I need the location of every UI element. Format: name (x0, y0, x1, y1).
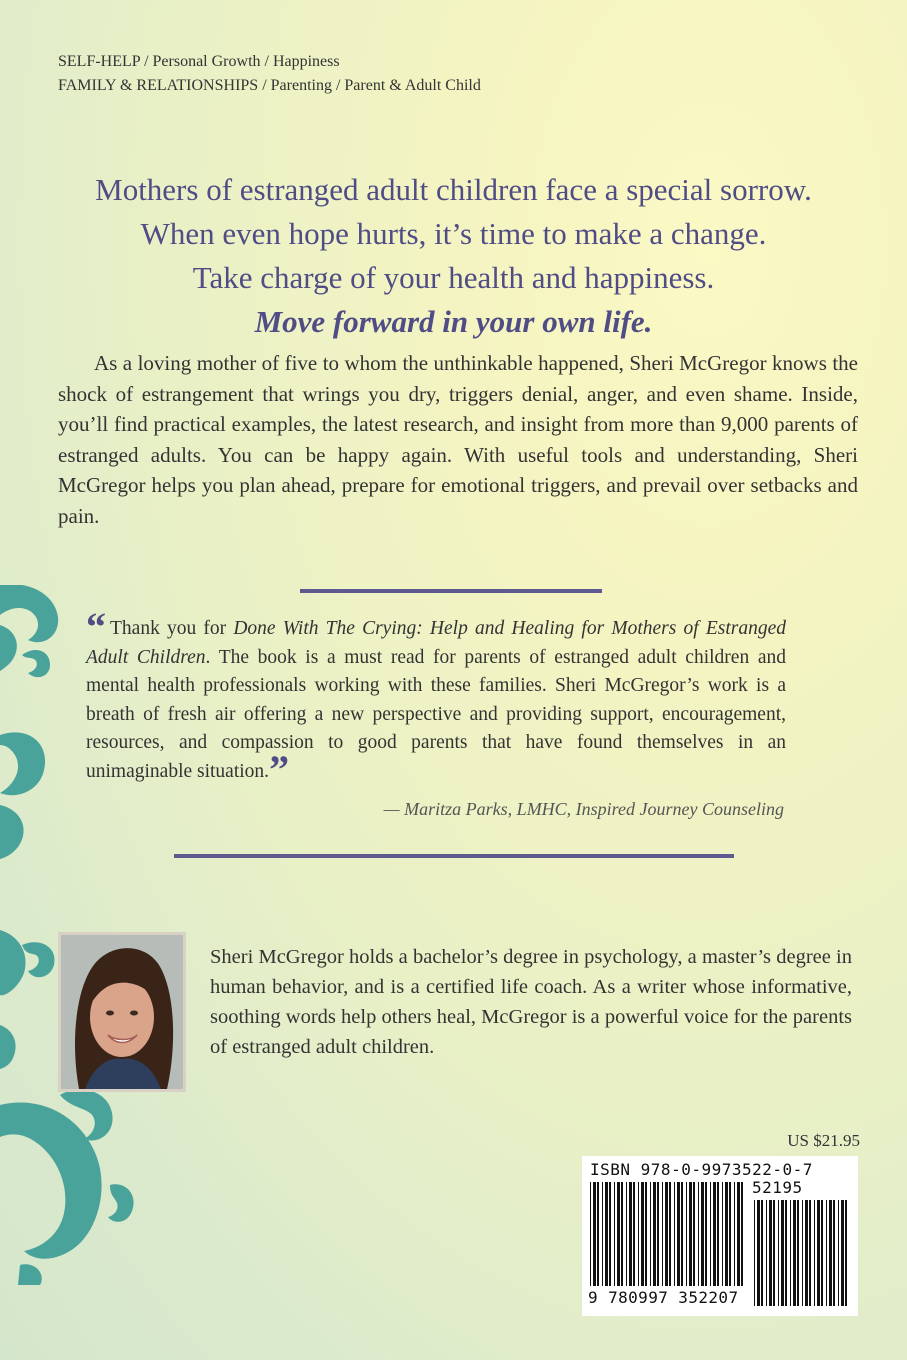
barcode-bar (826, 1200, 827, 1306)
barcode-bar (781, 1200, 784, 1306)
barcode-addon-bars (752, 1200, 850, 1306)
barcode-bar (766, 1200, 767, 1306)
barcode-bar (621, 1182, 623, 1286)
author-photo (58, 932, 186, 1092)
barcode-bar (838, 1200, 839, 1306)
barcode-bar (677, 1182, 680, 1286)
intro-paragraph: As a loving mother of five to whom the unthinkable happened, Sheri McGregor knows the shock of estrangement that wrings you dry, triggers denial, anger, and even shame. Inside, you’ll find practical examples, the latest research, and insight from more than 9,000 parents of estranged adults. You can be happy again. With useful tools and understanding, Sheri McGregor helps you plan ahead, prepare for emotional triggers, and prevail over setbacks and pain. (58, 351, 858, 528)
open-quote-mark: “ (86, 604, 106, 649)
headline-line: Mothers of estranged adult children face a special sorrow. (95, 172, 812, 207)
barcode-main-bars (588, 1182, 744, 1286)
barcode-bar (790, 1200, 791, 1306)
addon-number: 52195 (752, 1178, 803, 1197)
barcode-bar (698, 1182, 699, 1286)
barcode-bar (725, 1182, 728, 1286)
barcode-bar (693, 1182, 695, 1286)
headline (0, 168, 907, 344)
barcode-bar (754, 1200, 755, 1306)
barcode-bar (773, 1200, 775, 1306)
barcode-bar (674, 1182, 675, 1286)
barcode-bar (757, 1200, 760, 1306)
barcode-bar (734, 1182, 735, 1286)
barcode-bar (605, 1182, 608, 1286)
barcode-bar (841, 1200, 844, 1306)
barcode-bar (614, 1182, 615, 1286)
barcode-bar (778, 1200, 779, 1306)
barcode-bar (626, 1182, 627, 1286)
barcode-bar (662, 1182, 663, 1286)
barcode-bar (597, 1182, 599, 1286)
barcode-bar (593, 1182, 596, 1286)
barcode-bar (722, 1182, 723, 1286)
barcode-bar (633, 1182, 635, 1286)
barcode-bar (590, 1182, 591, 1286)
barcode-bar (817, 1200, 820, 1306)
barcode-bar (793, 1200, 796, 1306)
close-quote-mark: ” (269, 746, 290, 792)
barcode-bar (802, 1200, 803, 1306)
price-label: US $21.95 (787, 1131, 860, 1150)
category-line: SELF-HELP / Personal Growth / Happiness (58, 53, 340, 70)
barcode-bar (638, 1182, 639, 1286)
barcode-bar (669, 1182, 671, 1286)
barcode-bar (713, 1182, 716, 1286)
barcode-bar (653, 1182, 656, 1286)
barcode-bar (657, 1182, 659, 1286)
headline-line: Take charge of your health and happiness. (192, 260, 715, 295)
barcode-bar (769, 1200, 772, 1306)
barcode-bar (705, 1182, 707, 1286)
barcode-bar (710, 1182, 711, 1286)
barcode-bar (686, 1182, 687, 1286)
divider-top (300, 589, 602, 593)
quote-book-title: Done With The Crying: Help and Healing for Mothers of Estranged Adult Children (86, 618, 786, 668)
barcode-bar (797, 1200, 799, 1306)
barcode-bar (761, 1200, 763, 1306)
barcode-bar (829, 1200, 832, 1306)
barcode-bar (814, 1200, 815, 1306)
quote-body: . The book is a must read for parents of estranged adult children and mental health professionals working with these families. Sheri McGregor’s work is a breath of fresh air offering a new perspective and providing support, encouragement, resources, and compassion to good parents that have found themselves in an unimaginable situation. (86, 646, 786, 782)
barcode-bar (665, 1182, 668, 1286)
barcode-bar (641, 1182, 644, 1286)
barcode-bar (602, 1182, 603, 1286)
divider-bottom (174, 854, 734, 858)
author-bio: Sheri McGregor holds a bachelor’s degree in psychology, a master’s degree in human behavior, and is a certified life coach. As a writer whose informative, soothing words help others heal, McGregor is a powerful voice for the parents of estranged adult children. (210, 946, 852, 1058)
barcode-bar (805, 1200, 808, 1306)
headline-emphasis: Move forward in your own life. (254, 304, 653, 339)
portrait-icon (61, 935, 183, 1089)
isbn-label: ISBN 978-0-9973522-0-7 (590, 1160, 813, 1179)
category-line: FAMILY & RELATIONSHIPS / Parenting / Parent & Adult Child (58, 77, 481, 94)
barcode-bar (717, 1182, 719, 1286)
isbn-barcode (582, 1156, 858, 1316)
barcode-bar (617, 1182, 620, 1286)
testimonial-quote (86, 604, 786, 792)
barcode-bar (681, 1182, 683, 1286)
barcode-bar (741, 1182, 743, 1286)
barcode-bar (845, 1200, 847, 1306)
headline-line: When even hope hurts, it’s time to make a change. (140, 216, 767, 251)
testimonial-attribution: — Maritza Parks, LMHC, Inspired Journey Counseling (383, 799, 784, 819)
barcode-bar (689, 1182, 692, 1286)
subject-categories (58, 50, 481, 98)
barcode-bar (650, 1182, 651, 1286)
barcode-digits: 9 780997 352207 (588, 1288, 739, 1307)
barcode-bar (609, 1182, 611, 1286)
barcode-bar (701, 1182, 704, 1286)
barcode-bar (821, 1200, 823, 1306)
barcode-bar (785, 1200, 787, 1306)
barcode-bar (729, 1182, 731, 1286)
barcode-bar (809, 1200, 811, 1306)
barcode-bar (833, 1200, 835, 1306)
barcode-bar (629, 1182, 632, 1286)
barcode-bar (737, 1182, 740, 1286)
quote-lead: Thank you for (110, 618, 234, 639)
barcode-bar (645, 1182, 647, 1286)
